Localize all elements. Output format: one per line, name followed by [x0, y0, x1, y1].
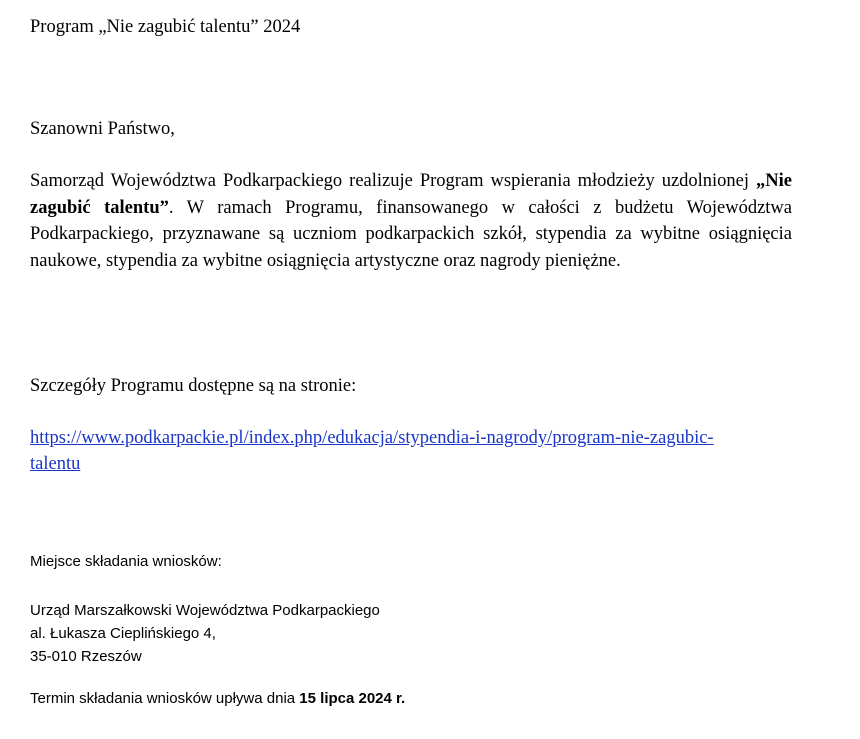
description-text-start: Samorząd Województwa Podkarpackiego realizuje Program wspierania młodzieży uzdolnionej: [30, 171, 757, 191]
greeting: Szanowni Państwo,: [30, 119, 175, 139]
program-description: [30, 168, 792, 274]
program-name: „Nie zagubić talentu”: [30, 171, 792, 218]
link-line-2[interactable]: talentu: [30, 454, 81, 474]
deadline-label: Termin składania wniosków upływa dnia: [30, 690, 300, 707]
deadline-date: 15 lipca 2024 r.: [299, 690, 406, 707]
submission-deadline: [30, 690, 405, 707]
address-line-street: al. Łukasza Cieplińskiego 4,: [30, 625, 216, 642]
description-text-end: . W ramach Programu, finansowanego w całości z budżetu Województwa Podkarpackiego, przyznawane są uczniom podkarpackich szkół, stypendia za wybitne osiągnięcia naukowe, stypendia za wybitne osiągnięcia artystyczne oraz nagrody pieniężne.: [30, 197, 792, 271]
link-line-1[interactable]: https://www.podkarpackie.pl/index.php/edukacja/stypendia-i-nagrody/program-nie-zagubic-: [30, 428, 714, 448]
office-address: [30, 599, 380, 668]
details-intro: Szczegóły Programu dostępne są na stronie:: [30, 376, 357, 396]
program-website-link[interactable]: [30, 425, 790, 477]
submission-place-heading: Miejsce składania wniosków:: [30, 553, 222, 570]
address-line-office: Urząd Marszałkowski Województwa Podkarpackiego: [30, 602, 380, 619]
address-line-city: 35-010 Rzeszów: [30, 648, 142, 665]
document-title: Program „Nie zagubić talentu” 2024: [30, 17, 301, 37]
